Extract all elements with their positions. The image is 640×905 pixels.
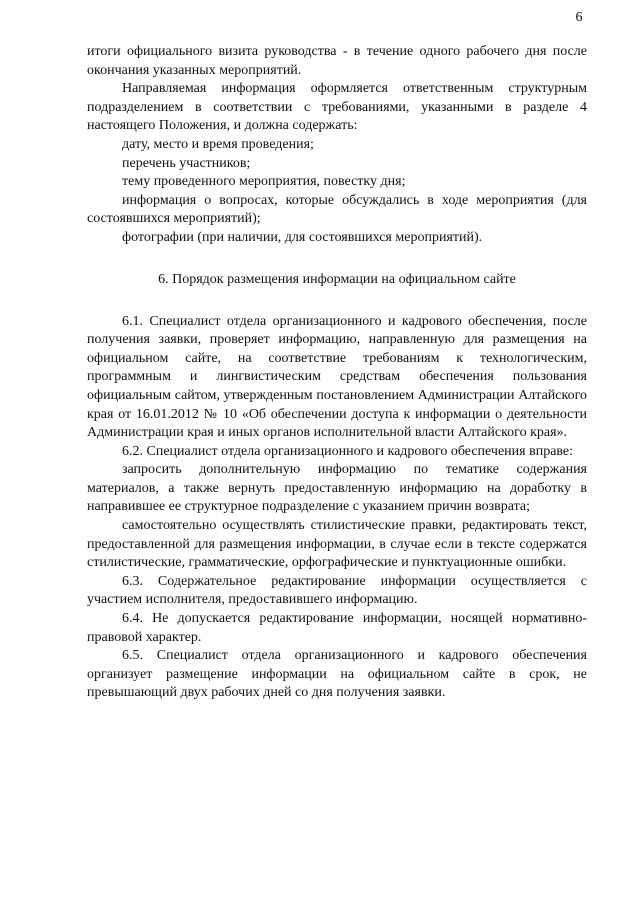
list-item-topic-agenda: тему проведенного мероприятия, повестку дня; — [122, 174, 406, 190]
paragraph-6-2: 6.2. Специалист отдела организационного и кадрового обеспечения вправе: — [122, 443, 574, 459]
paragraph-6-3: 6.3. Содержательное редактирование информации осуществляется с участием исполнителя, предоставившего информацию. — [87, 573, 587, 608]
paragraph-info-requirements: Направляемая информация оформляется ответственным структурным подразделением в соответствии с требованиями, указанными в разделе 4 настоящего Положения, и должна содержать: — [87, 81, 587, 134]
list-item-request-info: запросить дополнительную информацию по тематике содержания материалов, а также вернуть предоставленную информацию на доработку в направившее ее структурное подразделение с указанием причин возврата; — [87, 462, 587, 515]
section-heading: 6. Порядок размещения информации на официальном сайте — [158, 271, 516, 287]
document-body — [87, 43, 587, 703]
list-item-discussed-questions: информация о вопросах, которые обсуждались в ходе мероприятия (для состоявшихся мероприятий); — [87, 192, 587, 227]
list-item-style-edits: самостоятельно осуществлять стилистические правки, редактировать текст, предоставленной для размещения информации, в случае если в тексте содержатся стилистические, грамматические, орфографические и пунктуационные ошибки. — [87, 518, 587, 571]
list-item-photos: фотографии (при наличии, для состоявшихся мероприятий). — [122, 229, 483, 245]
paragraph-visit-results: итоги официального визита руководства - в течение одного рабочего дня после окончания указанных мероприятий. — [87, 44, 587, 78]
paragraph-6-4: 6.4. Не допускается редактирование информации, носящей нормативно-правовой характер. — [87, 611, 587, 645]
paragraph-6-1: 6.1. Специалист отдела организационного и кадрового обеспечения, после получения заявки, проверяет информацию, направленную для размещения на официальном сайте, на соответствие требованиям к технологическим, программным и лингвистическим средствам обеспечения пользования официальным сайтом, утвержденным постановлением Администрации Алтайского края от 16.01.2012 № 10 «Об обеспечении доступа к информации о деятельности Администрации края и иных органов исполнительной власти Алтайского края». — [87, 313, 587, 441]
list-item-participants: перечень участников; — [122, 155, 251, 171]
page-number: 6 — [575, 10, 583, 25]
paragraph-6-5: 6.5. Специалист отдела организационного и кадрового обеспечения организует размещение информации на официальном сайте в срок, не превышающий двух рабочих дней со дня получения заявки. — [87, 648, 587, 701]
list-item-date-place: дату, место и время проведения; — [122, 136, 314, 152]
